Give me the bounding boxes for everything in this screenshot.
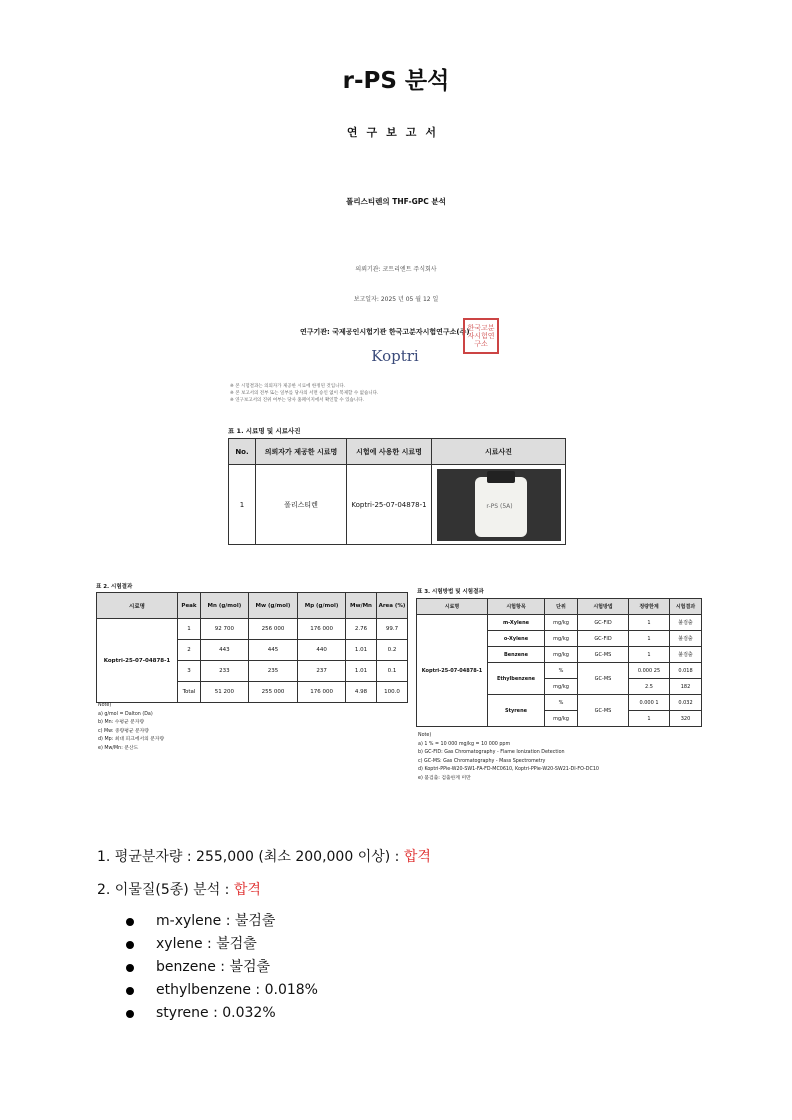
cell: 1 (629, 711, 670, 727)
cell: 4.98 (346, 682, 377, 703)
note: b) Mn: 수평균 분자량 (98, 720, 145, 725)
th-method: 시험방법 (578, 599, 629, 615)
cell: GC-MS (578, 663, 629, 695)
cell: 0.000 25 (629, 663, 670, 679)
impurity-table (416, 598, 702, 727)
cell: mg/kg (545, 631, 578, 647)
th-loq: 정량한계 (629, 599, 670, 615)
cell: 237 (298, 661, 346, 682)
summary-line-1 (97, 846, 431, 866)
cell: GC-MS (578, 695, 629, 727)
note: c) Mw: 중량평균 분자량 (98, 728, 149, 734)
cell: GC-FID (578, 631, 629, 647)
th-no: No. (229, 439, 256, 465)
bullet-icon (126, 987, 134, 995)
official-seal: 한국고분자시험연구소 (463, 318, 499, 354)
list-item-text: xylene : 불검출 (156, 936, 257, 952)
th-area: Area (%) (377, 593, 408, 619)
note: Note) (98, 703, 112, 708)
sample-table (228, 438, 566, 545)
th-sample: 시료명 (97, 593, 178, 619)
cell: mg/kg (545, 679, 578, 695)
summary-line-2 (97, 879, 261, 899)
list-item-text: m-xylene : 불검출 (156, 913, 276, 929)
cell: Benzene (488, 647, 545, 663)
cell: 320 (670, 711, 702, 727)
th-test-name: 시험에 사용한 시료명 (347, 439, 432, 465)
table1-caption: 표 1. 시료명 및 시료사진 (228, 427, 301, 435)
cell: 1 (629, 631, 670, 647)
note: d) Mp: 최대 피크에서의 분자량 (98, 737, 165, 742)
bullet-icon (126, 1010, 134, 1018)
cell: 불검출 (670, 631, 702, 647)
th-peak: Peak (178, 593, 201, 619)
cell: % (545, 663, 578, 679)
cell: 235 (248, 661, 297, 682)
cell-sample: Koptri-25-07-04878-1 (97, 619, 178, 703)
note: b) GC-FID: Gas Chromatography - Flame Ionization Detection (418, 750, 565, 755)
cell: GC-FID (578, 615, 629, 631)
list-item-text: styrene : 0.032% (156, 1005, 276, 1021)
list-item (126, 1002, 318, 1025)
cell: 182 (670, 679, 702, 695)
th-mn: Mn (g/mol) (201, 593, 249, 619)
note: a) g/mol = Dalton (Da) (98, 711, 153, 717)
cell: 0.000 1 (629, 695, 670, 711)
cell: mg/kg (545, 647, 578, 663)
pass-badge: 합격 (233, 882, 261, 898)
cell: o-Xylene (488, 631, 545, 647)
list-item (126, 910, 318, 933)
cell: 1.01 (346, 661, 377, 682)
table2-caption: 표 2. 시험결과 (96, 584, 133, 590)
bottle-label: r-PS (5A) (486, 502, 513, 510)
gpc-results-table (96, 592, 408, 703)
cell: 1 (178, 619, 201, 640)
bullet-icon (126, 941, 134, 949)
table-row (417, 615, 702, 631)
summary-2-text: 2. 이물질(5종) 분석 : (97, 882, 234, 898)
note: d) Koptri-PPie-W20-SW1-FA-FD-MC0610, Koptri-PPie-W20-SW21-DI-FO-DC10 (418, 767, 599, 772)
cell: 100.0 (377, 682, 408, 703)
institute-line: 연구기관: 국제공인시험기관 한국고분자시험연구소(주) (300, 328, 470, 336)
cell: 233 (201, 661, 249, 682)
cell: Ethylbenzene (488, 663, 545, 695)
cell: 3 (178, 661, 201, 682)
note: e) 불검출: 검출한계 미만 (418, 775, 471, 781)
pass-badge: 합격 (403, 849, 431, 865)
bottle-cap (487, 471, 515, 483)
cell: 1.01 (346, 640, 377, 661)
cell: 1 (629, 615, 670, 631)
cell: m-Xylene (488, 615, 545, 631)
th-client-name: 의뢰자가 제공한 시료명 (256, 439, 347, 465)
cell: 443 (201, 640, 249, 661)
note: Note) (418, 733, 432, 738)
fine-print-1: ※ 본 시험결과는 의뢰자가 제공한 시료에 한정된 것입니다. (230, 384, 346, 389)
cell: 51 200 (201, 682, 249, 703)
cell: 0.2 (377, 640, 408, 661)
th-mw: Mw (g/mol) (248, 593, 297, 619)
list-item (126, 956, 318, 979)
cell: mg/kg (545, 711, 578, 727)
impurity-list (126, 910, 318, 1025)
table3-notes (418, 732, 599, 783)
sample-photo (437, 469, 561, 541)
report-title: r-PS 분석 (342, 68, 450, 94)
cell: mg/kg (545, 615, 578, 631)
th-mwmn: Mw/Mn (346, 593, 377, 619)
list-item-text: ethylbenzene : 0.018% (156, 982, 318, 998)
th-photo: 시료사진 (432, 439, 566, 465)
cell-client-name: 폴리스티렌 (256, 465, 347, 545)
report-subject: 폴리스티렌의 THF-GPC 분석 (346, 197, 446, 206)
cell: Total (178, 682, 201, 703)
cell: 2 (178, 640, 201, 661)
th-sample: 시료명 (417, 599, 488, 615)
koptri-logo: Koptri (371, 347, 419, 365)
cell: 불검출 (670, 647, 702, 663)
client-line: 의뢰기관: 코트리엔트 주식회사 (355, 266, 437, 273)
cell: 0.032 (670, 695, 702, 711)
cell-sample: Koptri-25-07-04878-1 (417, 615, 488, 727)
cell: Styrene (488, 695, 545, 727)
cell: 99.7 (377, 619, 408, 640)
list-item-text: benzene : 불검출 (156, 959, 271, 975)
cell: 255 000 (248, 682, 297, 703)
fine-print-2: ※ 본 보고서의 전부 또는 일부를 당사의 서면 승인 없이 복제할 수 없습니다. (230, 391, 379, 396)
cell: GC-MS (578, 647, 629, 663)
th-unit: 단위 (545, 599, 578, 615)
cell: 92 700 (201, 619, 249, 640)
th-result: 시험결과 (670, 599, 702, 615)
cell: 0.1 (377, 661, 408, 682)
cell-no: 1 (229, 465, 256, 545)
list-item (126, 933, 318, 956)
th-mp: Mp (g/mol) (298, 593, 346, 619)
note: e) Mw/Mn: 분산도 (98, 745, 139, 751)
cell: 1 (629, 647, 670, 663)
table-row (97, 619, 408, 640)
cell: 2.76 (346, 619, 377, 640)
report-date: 보고일자: 2025 년 05 월 12 일 (353, 296, 439, 303)
note: c) GC-MS: Gas Chromatography - Mass Spectrometry (418, 758, 546, 764)
cell-photo (432, 465, 566, 545)
summary-1-text: 1. 평균분자량 : 255,000 (최소 200,000 이상) : (97, 849, 404, 865)
cell: 0.018 (670, 663, 702, 679)
cell: 불검출 (670, 615, 702, 631)
cell: % (545, 695, 578, 711)
cell: 440 (298, 640, 346, 661)
th-item: 시험항목 (488, 599, 545, 615)
note: a) 1 % = 10 000 mg/kg = 10 000 ppm (418, 741, 511, 747)
cell: 176 000 (298, 682, 346, 703)
table3-caption: 표 3. 시험방법 및 시험결과 (417, 589, 484, 595)
table2-notes (98, 702, 164, 753)
cell: 256 000 (248, 619, 297, 640)
cell: 176 000 (298, 619, 346, 640)
cell-test-name: Koptri-25-07-04878-1 (347, 465, 432, 545)
list-item (126, 979, 318, 1002)
fine-print-3: ※ 연구보고서의 진위 여부는 당사 홈페이지에서 확인할 수 있습니다. (230, 398, 365, 403)
bullet-icon (126, 964, 134, 972)
cell: 2.5 (629, 679, 670, 695)
bullet-icon (126, 918, 134, 926)
report-subtitle: 연구보고서 (346, 126, 446, 139)
cell: 445 (248, 640, 297, 661)
